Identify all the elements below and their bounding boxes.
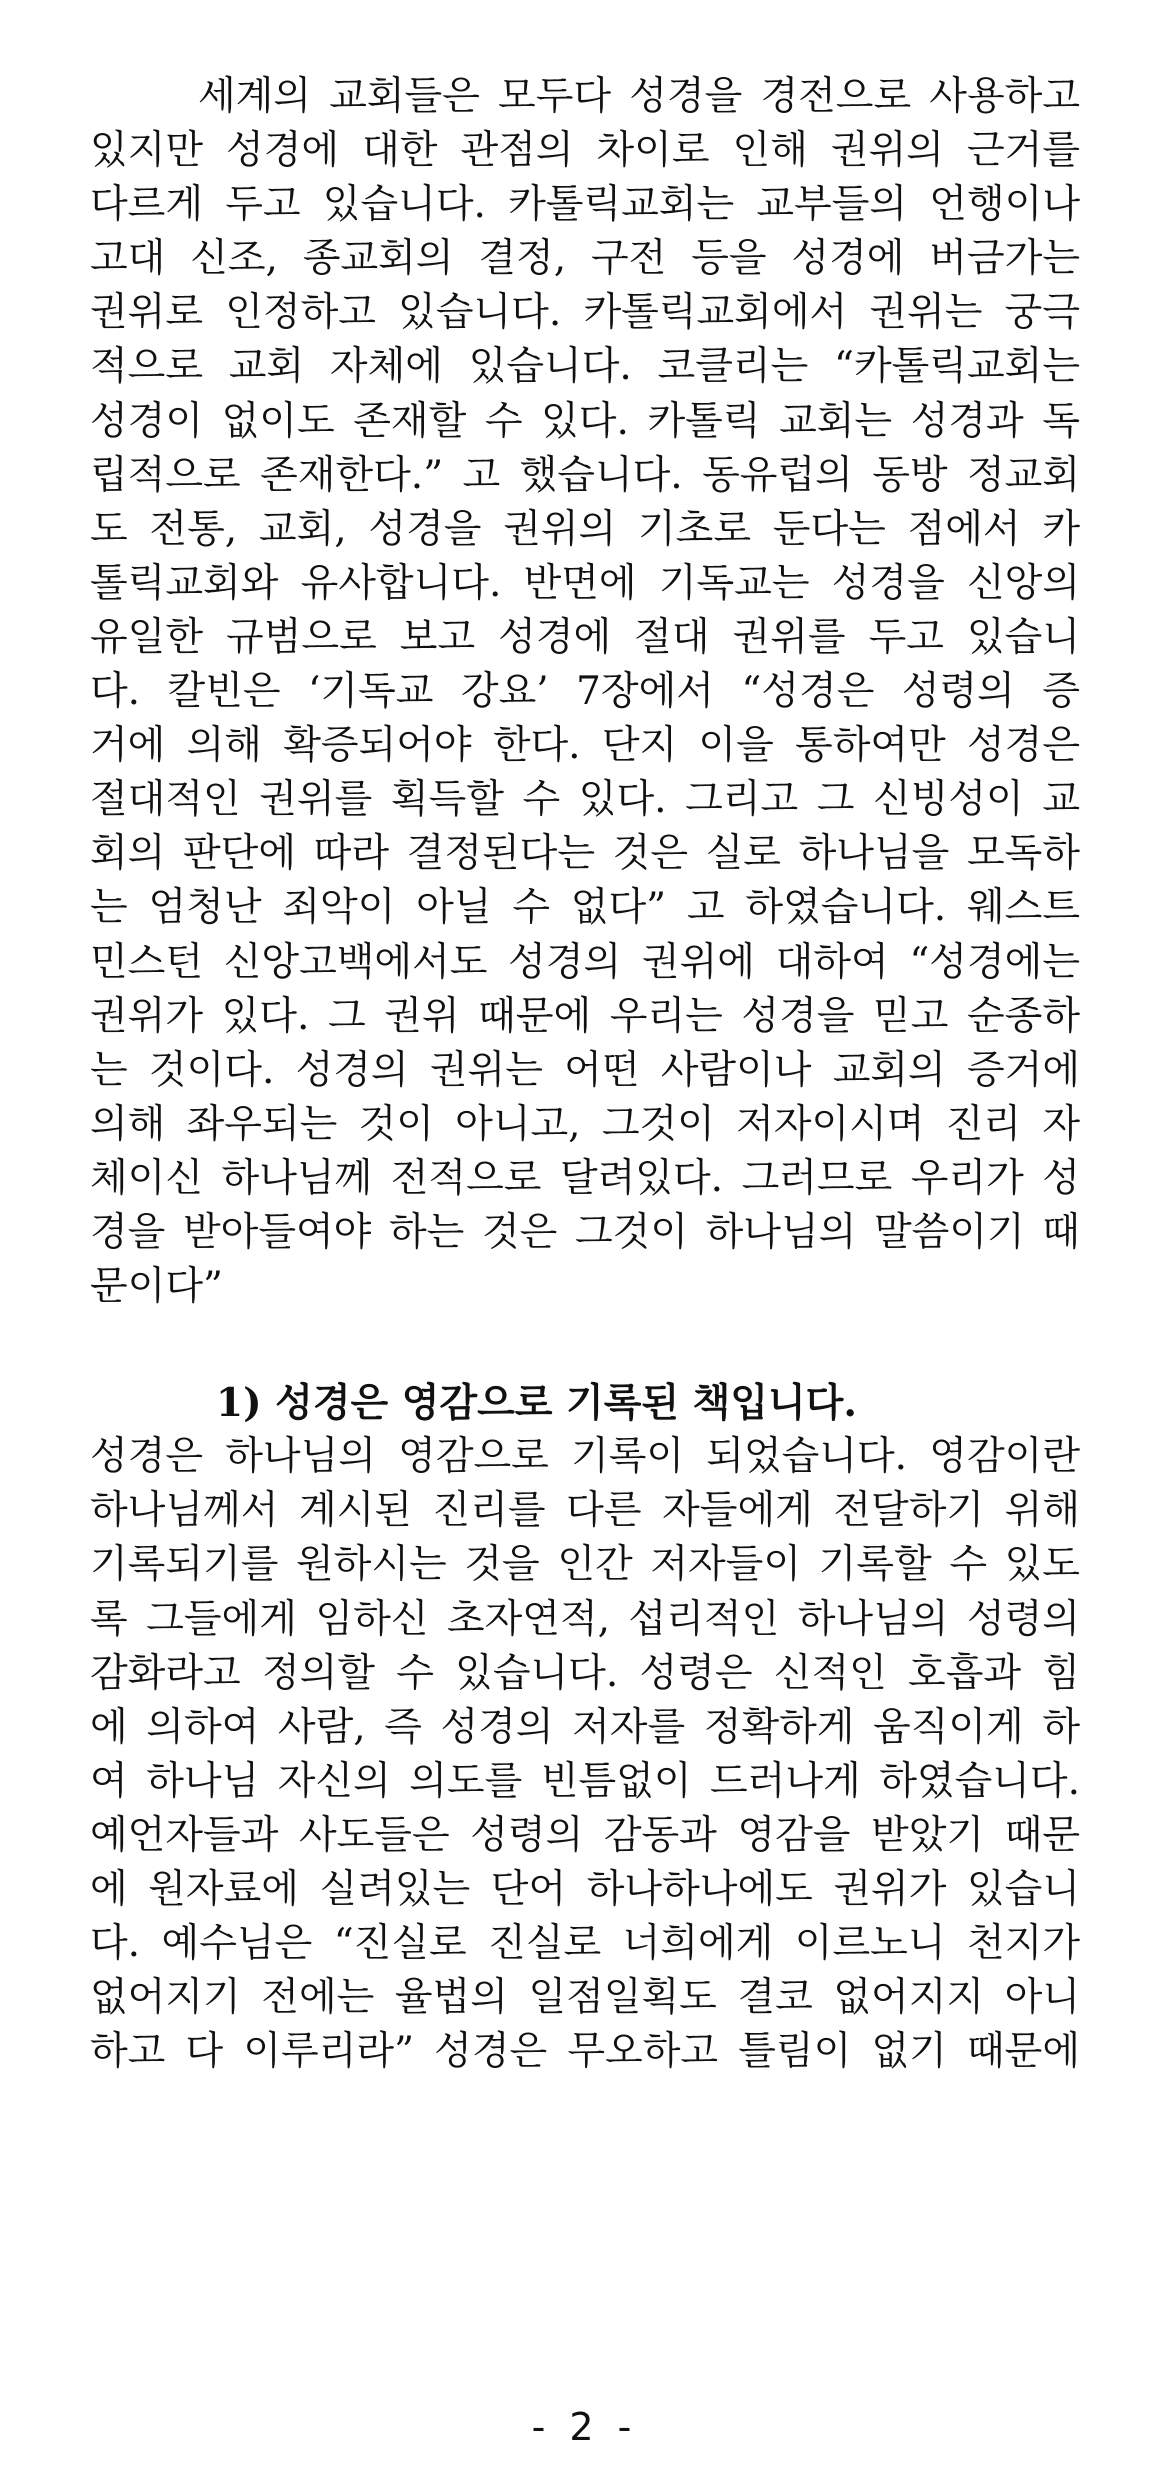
text-line: 는 엄청난 죄악이 아닐 수 없다” 고 하였습니다. 웨스트: [90, 885, 1080, 931]
text-line: 고대 신조, 종교회의 결정, 구전 등을 성경에 버금가는: [90, 236, 1080, 282]
text-line: 립적으로 존재한다.” 고 했습니다. 동유럽의 동방 정교회: [90, 452, 1080, 498]
text-line: 있지만 성경에 대한 관점의 차이로 인해 권위의 근거를: [90, 128, 1080, 174]
text-line: 기록되기를 원하시는 것을 인간 저자들이 기록할 수 있도: [90, 1542, 1080, 1588]
text-line: 톨릭교회와 유사합니다. 반면에 기독교는 성경을 신앙의: [90, 560, 1080, 606]
text-line: 도 전통, 교회, 성경을 권위의 기초로 둔다는 점에서 카: [90, 506, 1080, 552]
text-line: 에 원자료에 실려있는 단어 하나하나에도 권위가 있습니: [90, 1867, 1080, 1912]
text-line: 다. 칼빈은 ‘기독교 강요’ 7장에서 “성경은 성령의 증: [90, 669, 1080, 715]
text-line: 적으로 교회 자체에 있습니다. 코클리는 “카톨릭교회는: [90, 344, 1080, 390]
text-line: 문이다”: [90, 1264, 223, 1310]
text-line: 여 하나님 자신의 의도를 빈틈없이 드러나게 하였습니다.: [90, 1758, 1080, 1804]
text-line: 의해 좌우되는 것이 아니고, 그것이 저자이시며 진리 자: [90, 1101, 1080, 1147]
text-line: 에 의하여 사람, 즉 성경의 저자를 정확하게 움직이게 하: [90, 1704, 1080, 1750]
text-line: 성경은 하나님의 영감으로 기록이 되었습니다. 영감이란: [90, 1434, 1080, 1480]
text-line: 감화라고 정의할 수 있습니다. 성령은 신적인 호흡과 힘: [90, 1650, 1080, 1696]
text-line: 체이신 하나님께 전적으로 달려있다. 그러므로 우리가 성: [90, 1155, 1080, 1201]
text-line: 하나님께서 계시된 진리를 다른 자들에게 전달하기 위해: [90, 1488, 1080, 1534]
text-line: 성경이 없이도 존재할 수 있다. 카톨릭 교회는 성경과 독: [90, 398, 1080, 444]
text-line: 경을 받아들여야 하는 것은 그것이 하나님의 말씀이기 때: [90, 1209, 1080, 1255]
text-line: 다. 예수님은 “진실로 진실로 너희에게 이르노니 천지가: [90, 1921, 1080, 1967]
text-line: 회의 판단에 따라 결정된다는 것은 실로 하나님을 모독하: [90, 831, 1080, 877]
text-line: 세계의 교회들은 모두다 성경을 경전으로 사용하고: [198, 74, 1080, 119]
text-line: 없어지기 전에는 율법의 일점일획도 결코 없어지지 아니: [90, 1975, 1080, 2021]
text-line: 는 것이다. 성경의 권위는 어떤 사람이나 교회의 증거에: [90, 1047, 1080, 1093]
text-line: 권위가 있다. 그 권위 때문에 우리는 성경을 믿고 순종하: [90, 993, 1080, 1039]
document-page: [90, 70, 1080, 2079]
text-line: 절대적인 권위를 획득할 수 있다. 그리고 그 신빙성이 교: [90, 777, 1080, 823]
paragraph-authority-of-scripture: [90, 70, 1080, 1314]
section-heading: 1) 성경은 영감으로 기록된 책입니다.: [216, 1380, 857, 1427]
page-number: - 2 -: [531, 2405, 638, 2449]
section-spacer: [90, 1314, 1080, 1376]
text-line: 다르게 두고 있습니다. 카톨릭교회는 교부들의 언행이나: [90, 182, 1080, 228]
text-line: 유일한 규범으로 보고 성경에 절대 권위를 두고 있습니: [90, 614, 1080, 660]
text-line: 민스턴 신앙고백에서도 성경의 권위에 대하여 “성경에는: [90, 939, 1080, 985]
paragraph-inspiration: [90, 1430, 1080, 2079]
text-line: 권위로 인정하고 있습니다. 카톨릭교회에서 권위는 궁극: [90, 290, 1080, 336]
text-line: 예언자들과 사도들은 성령의 감동과 영감을 받았기 때문: [90, 1812, 1080, 1858]
text-line: 하고 다 이루리라” 성경은 무오하고 틀림이 없기 때문에: [90, 2029, 1080, 2075]
text-line: 거에 의해 확증되어야 한다. 단지 이을 통하여만 성경은: [90, 723, 1080, 769]
text-line: 록 그들에게 임하신 초자연적, 섭리적인 하나님의 성령의: [90, 1596, 1080, 1642]
